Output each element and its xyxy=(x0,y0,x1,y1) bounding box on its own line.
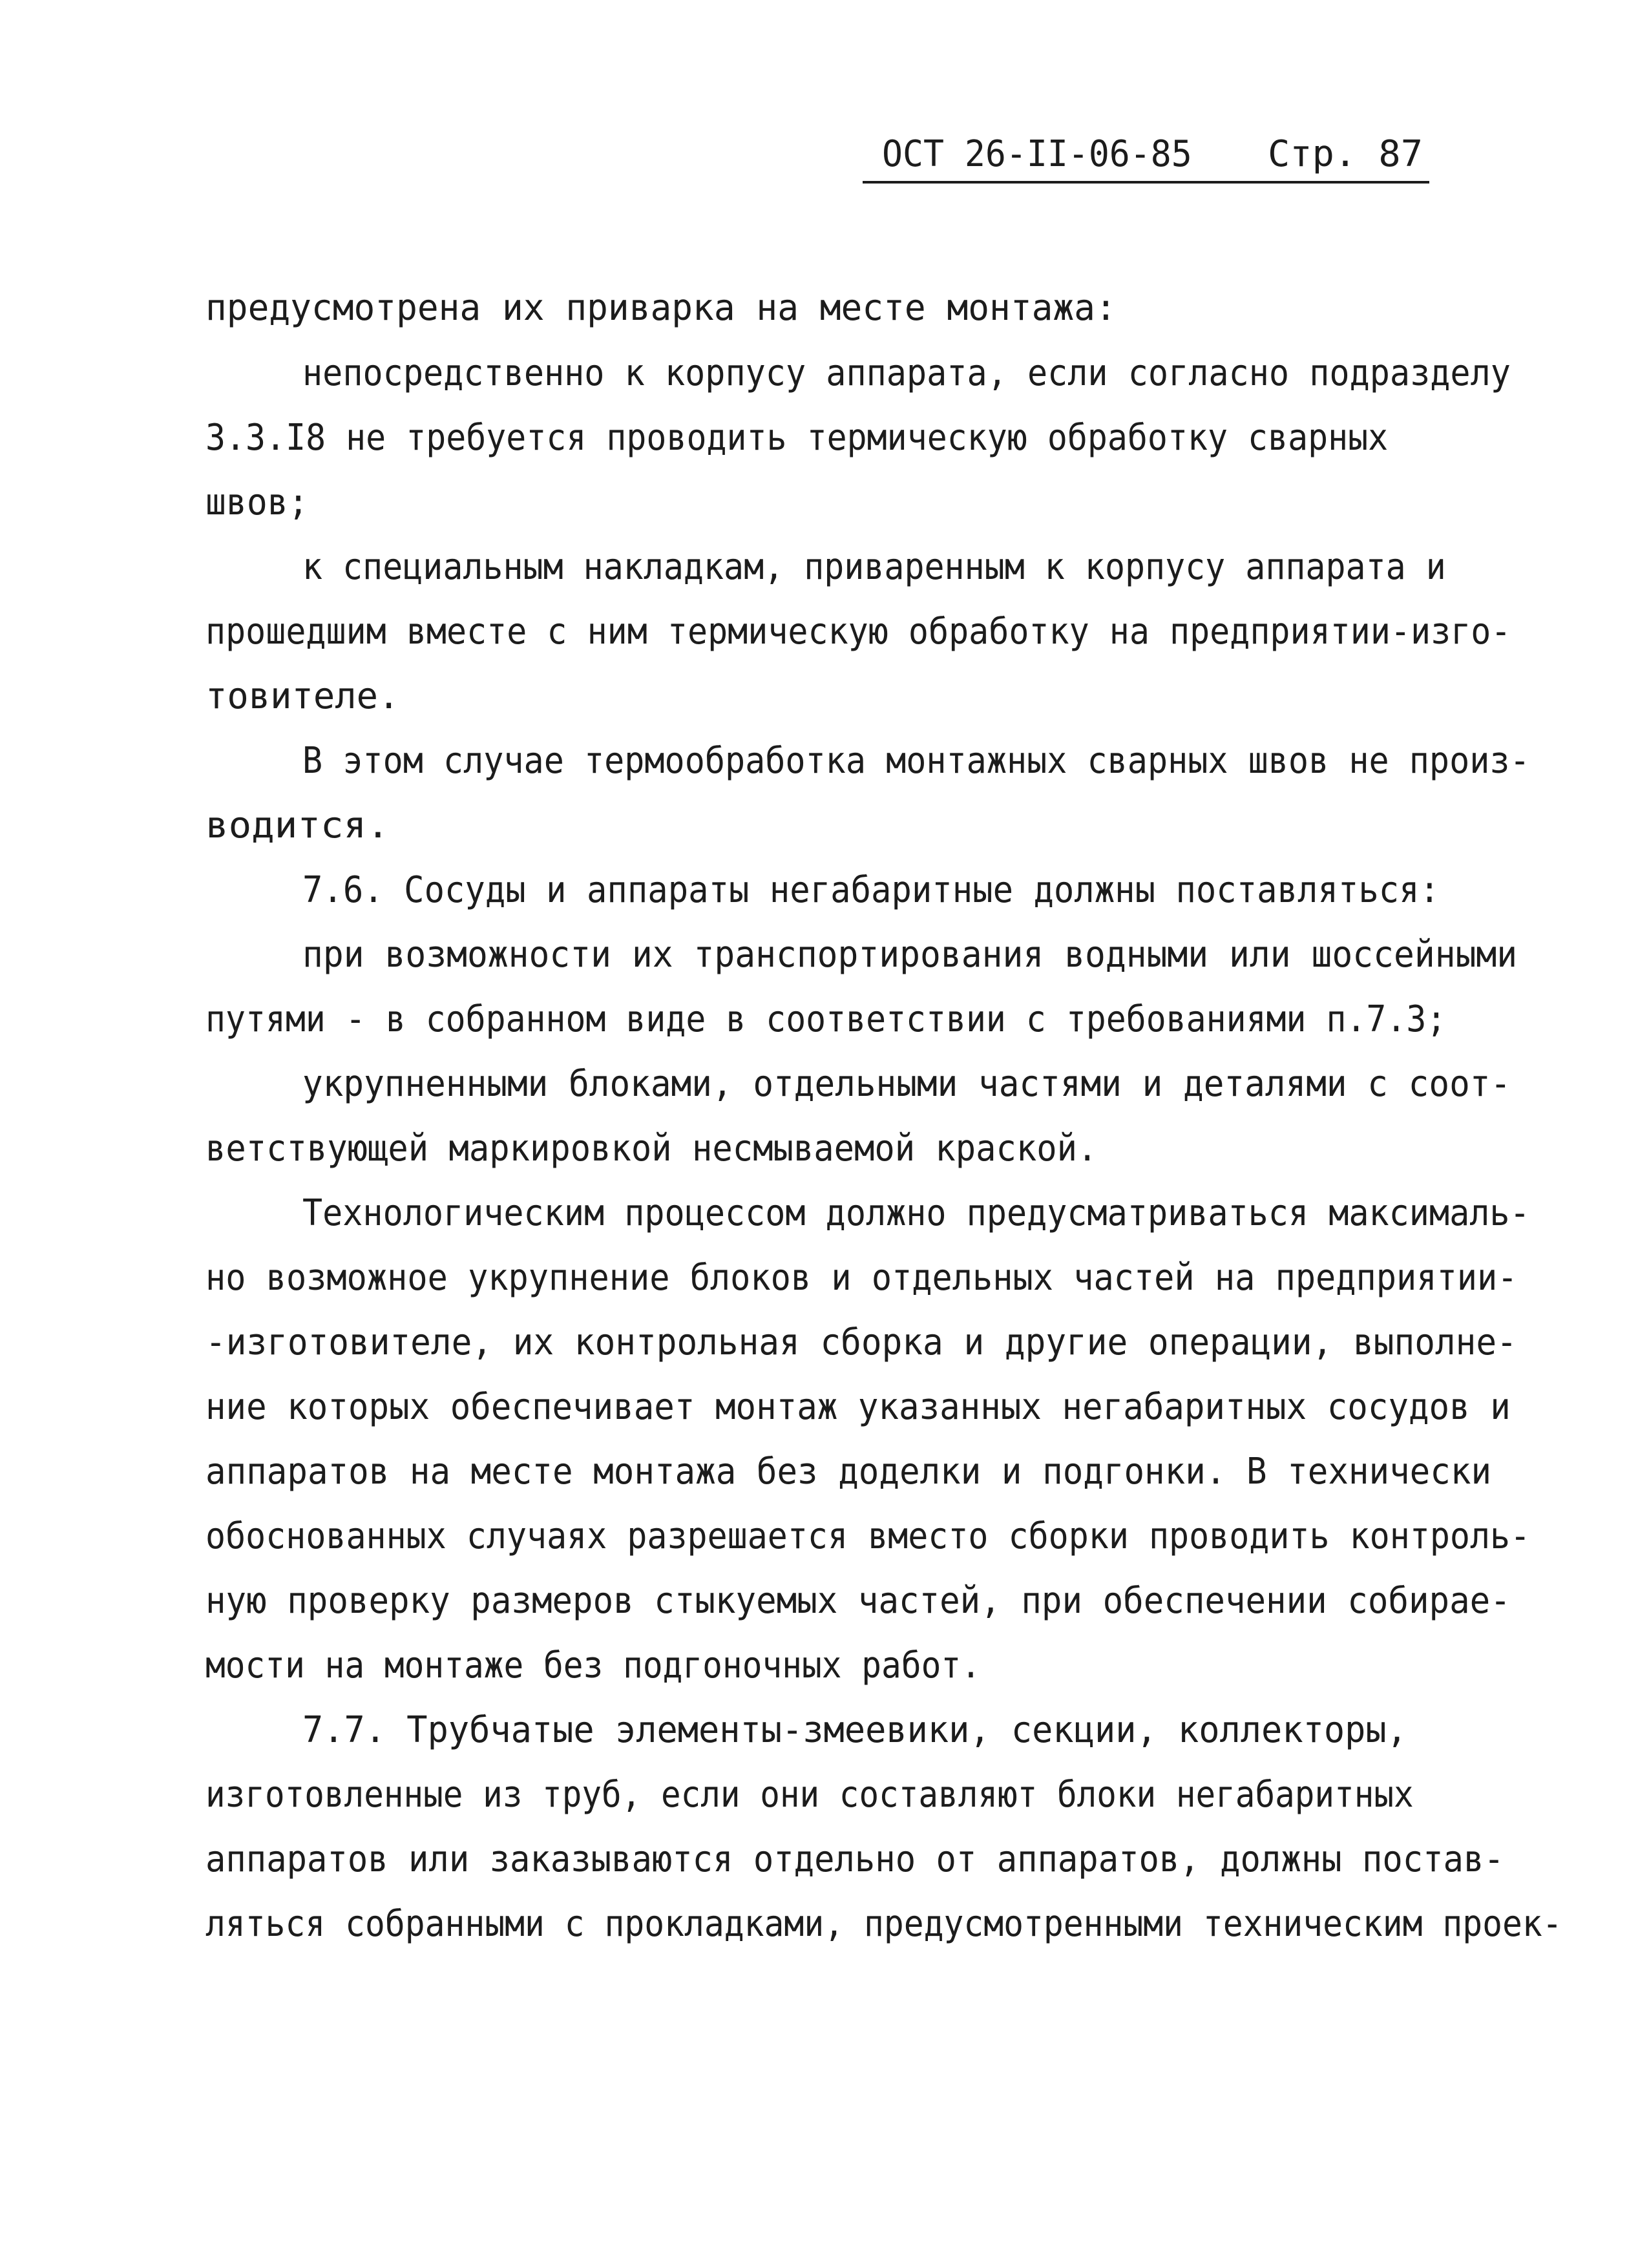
body-line-4: швов; xyxy=(205,481,309,523)
body-line-14: ветствующей маркировкой несмываемой краской. xyxy=(205,1128,1098,1170)
body-line-22: мости на монтаже без подгоночных работ. xyxy=(205,1644,981,1686)
body-line-13: укрупненными блоками, отдельными частями и деталями с соот- xyxy=(302,1063,1511,1105)
body-line-18: ние которых обеспечивает монтаж указанных негабаритных сосудов и xyxy=(205,1386,1511,1428)
body-line-26: ляться собранными с прокладками, предусмотренными техническим проек- xyxy=(205,1903,1562,1945)
body-line-19: аппаратов на месте монтажа без доделки и подгонки. В технически xyxy=(205,1451,1492,1493)
body-line-1: предусмотрена их приварка на месте монтажа: xyxy=(205,287,1117,329)
body-line-25: аппаратов или заказываются отдельно от аппаратов, должны постав- xyxy=(205,1838,1504,1880)
body-line-6: прошедшим вместе с ним термическую обработку на предприятии-изго- xyxy=(205,611,1511,653)
body-line-17: -изготовителе, их контрольная сборка и другие операции, выполне- xyxy=(205,1321,1517,1363)
body-line-16: но возможное укрупнение блоков и отдельных частей на предприятии- xyxy=(205,1257,1518,1299)
body-line-20: обоснованных случаях разрешается вместо сборки проводить контроль- xyxy=(205,1515,1531,1557)
body-line-3: 3.3.I8 не требуется проводить термическую обработку сварных xyxy=(205,417,1389,459)
page-header xyxy=(863,128,1429,184)
body-line-12: путями - в собранном виде в соответствии с требованиями п.7.3; xyxy=(205,998,1447,1040)
body-line-15: Технологическим процессом должно предусматриваться максималь- xyxy=(302,1192,1530,1234)
body-line-24: изготовленные из труб, если они составляют блоки негабаритных xyxy=(205,1774,1414,1816)
body-line-23: 7.7. Трубчатые элементы-змеевики, секции, коллекторы, xyxy=(302,1709,1407,1751)
page-number: Стр. 87 xyxy=(1267,133,1423,175)
body-line-21: ную проверку размеров стыкуемых частей, при обеспечении собирае- xyxy=(205,1580,1511,1622)
body-line-7: товителе. xyxy=(205,675,400,717)
body-line-9: водится. xyxy=(205,804,390,846)
body-line-2: непосредственно к корпусу аппарата, если согласно подразделу xyxy=(302,352,1511,394)
body-line-11: при возможности их транспортирования водными или шоссейными xyxy=(302,934,1518,976)
body-line-8: В этом случае термообработка монтажных сварных швов не произ- xyxy=(302,740,1530,782)
body-line-10: 7.6. Сосуды и аппараты негабаритные должны поставляться: xyxy=(302,869,1440,911)
document-code: ОСТ 26-II-06-85 xyxy=(882,133,1192,175)
body-line-5: к специальным накладкам, приваренным к корпусу аппарата и xyxy=(302,546,1446,588)
